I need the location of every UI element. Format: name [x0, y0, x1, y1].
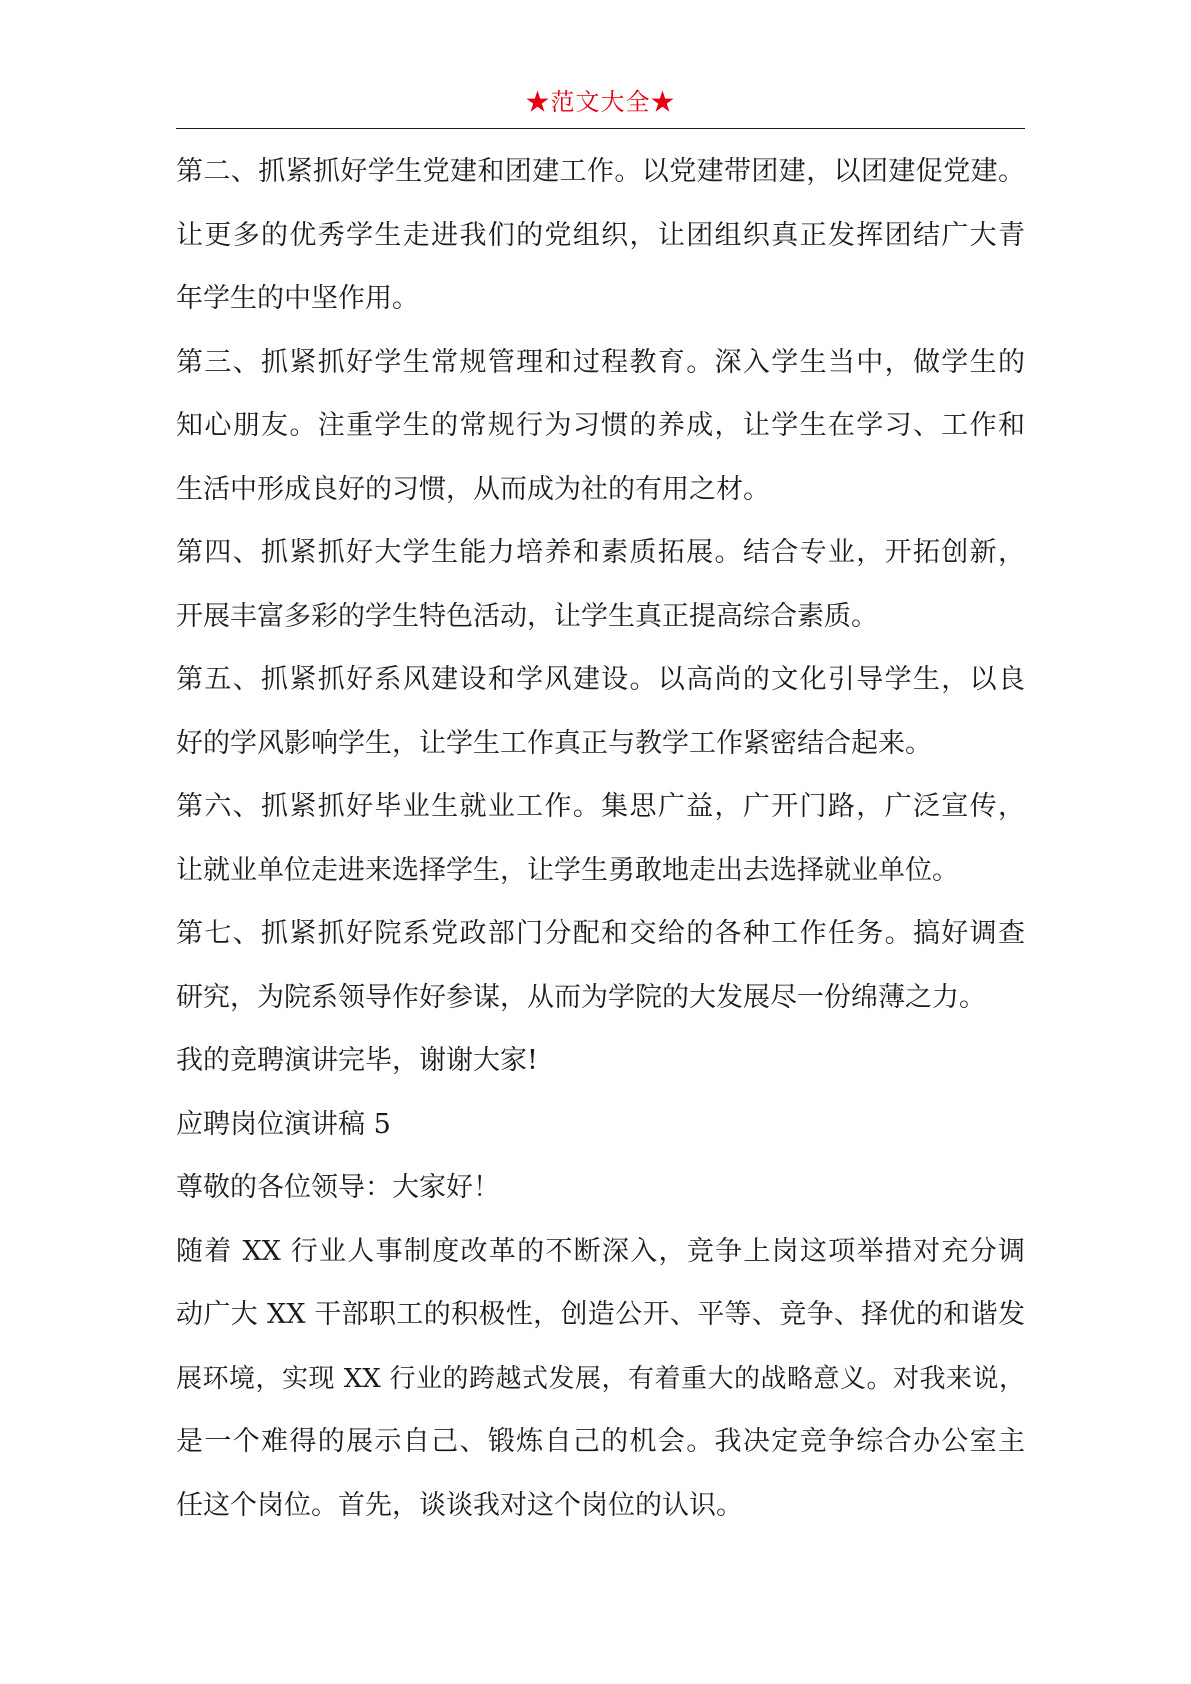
text-line: 知心朋友。注重学生的常规行为习惯的养成，让学生在学习、工作和	[176, 410, 1025, 441]
text-line: 展环境，实现 XX 行业的跨越式发展，有着重大的战略意义。对我来说，	[176, 1363, 1025, 1394]
text-line: 动广大 XX 干部职工的积极性，创造公开、平等、竞争、择优的和谐发	[176, 1299, 1025, 1330]
text-line: 第六、抓紧抓好毕业生就业工作。集思广益，广开门路，广泛宣传，	[176, 791, 1025, 822]
text-line: 任这个岗位。首先，谈谈我对这个岗位的认识。	[176, 1489, 743, 1521]
text-line: 第七、抓紧抓好院系党政部门分配和交给的各种工作任务。搞好调查	[176, 918, 1025, 949]
text-line: 生活中形成良好的习惯，从而成为社的有用之材。	[176, 473, 770, 505]
text-line: 研究，为院系领导作好参谋，从而为学院的大发展尽一份绵薄之力。	[176, 981, 986, 1013]
text-line: 第三、抓紧抓好学生常规管理和过程教育。深入学生当中，做学生的	[176, 346, 1025, 378]
text-line: 第四、抓紧抓好大学生能力培养和素质拓展。结合专业，开拓创新，	[176, 537, 1025, 568]
page-header-title: ★范文大全★	[525, 88, 676, 116]
text-line: 开展丰富多彩的学生特色活动，让学生真正提高综合素质。	[176, 600, 878, 632]
text-line: 尊敬的各位领导：大家好！	[176, 1172, 500, 1203]
text-line: 年学生的中坚作用。	[176, 283, 419, 314]
document-body	[176, 150, 1025, 1547]
text-line: 是一个难得的展示自己、锻炼自己的机会。我决定竞争综合办公室主	[176, 1426, 1025, 1457]
text-line: 随着 XX 行业人事制度改革的不断深入，竞争上岗这项举措对充分调	[176, 1235, 1025, 1267]
text-line: 让更多的优秀学生走进我们的党组织，让团组织真正发挥团结广大青	[176, 219, 1025, 251]
text-line: 让就业单位走进来选择学生，让学生勇敢地走出去选择就业单位。	[176, 854, 959, 886]
text-line: 第二、抓紧抓好学生党建和团建工作。以党建带团建，以团建促党建。	[176, 156, 1025, 187]
text-line: 应聘岗位演讲稿 5	[176, 1108, 391, 1140]
header-divider	[176, 128, 1025, 129]
text-line: 第五、抓紧抓好系风建设和学风建设。以高尚的文化引导学生，以良	[176, 664, 1025, 695]
text-line: 我的竞聘演讲完毕，谢谢大家!	[176, 1045, 538, 1076]
text-line: 好的学风影响学生，让学生工作真正与教学工作紧密结合起来。	[176, 727, 932, 759]
